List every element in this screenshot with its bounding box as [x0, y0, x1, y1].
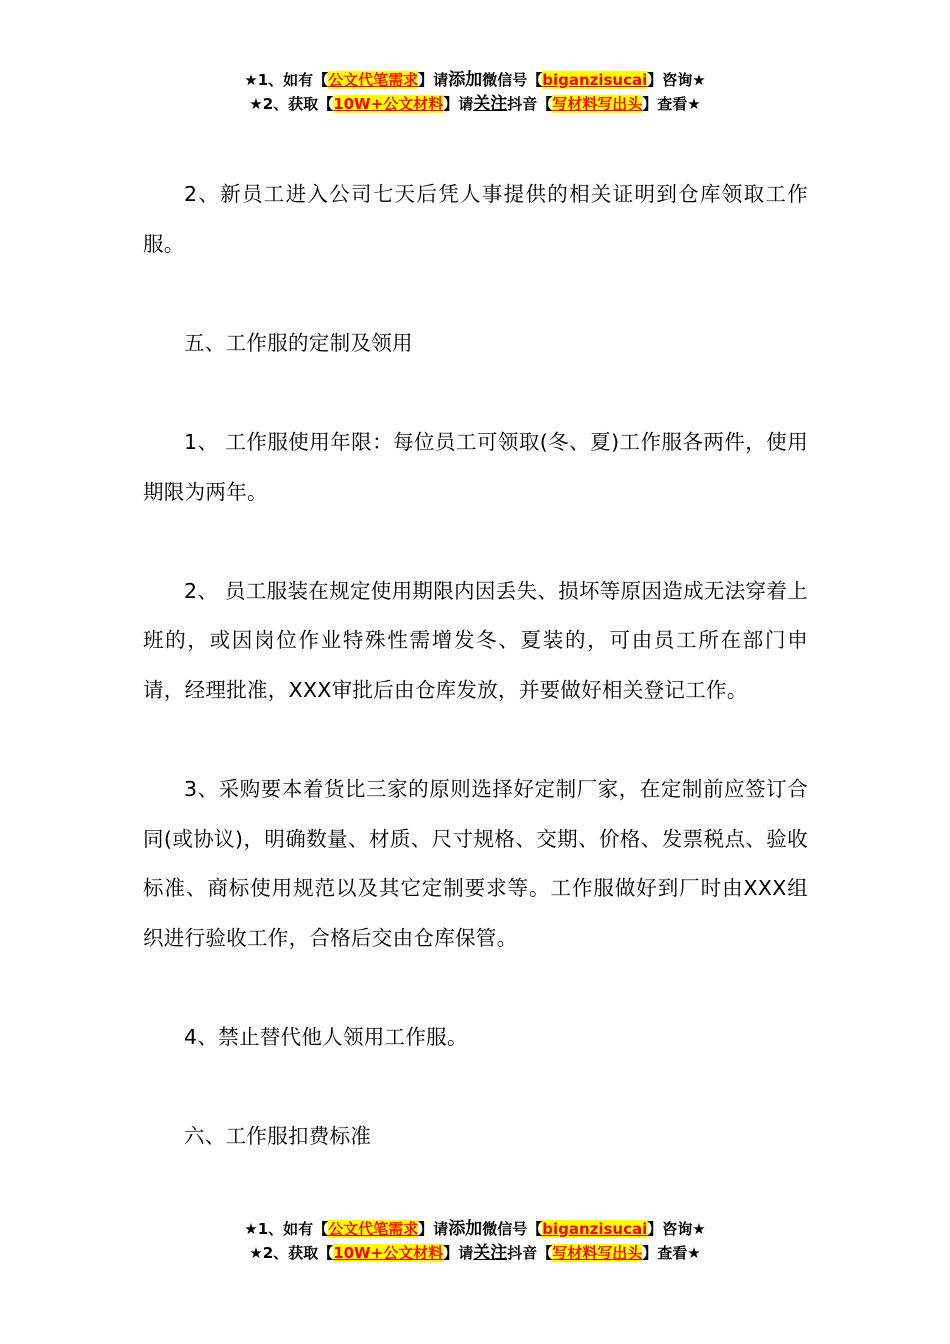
banner-highlight: 公文代笔需求	[328, 71, 419, 89]
banner-emphasis: 关注	[473, 1243, 508, 1263]
paragraph: 4、禁止替代他人领用工作服。	[184, 1025, 468, 1050]
document-body	[143, 170, 808, 1162]
banner-text: ★2、获取【	[249, 1244, 334, 1262]
section-heading: 六、工作服扣费标准	[184, 1124, 372, 1149]
banner-text: 】请	[443, 95, 474, 113]
paragraph-gap	[143, 716, 808, 766]
banner-highlight: 写材料写出头	[552, 95, 643, 113]
banner-text: 】查看★	[642, 95, 701, 113]
banner-highlight: 10W+公文材料	[333, 1244, 444, 1262]
banner-line-2	[0, 92, 950, 116]
banner-text: 】请	[443, 1244, 474, 1262]
banner-line-2	[0, 1241, 950, 1265]
paragraph: 2、新员工进入公司七天后凭人事提供的相关证明到仓库领取工作服。	[143, 182, 808, 256]
banner-highlight: biganzisucai	[542, 71, 648, 89]
paragraph-gap	[143, 1063, 808, 1113]
banner-text: 抖音【	[507, 1244, 553, 1262]
paragraph-gap	[143, 964, 808, 1014]
header-banner	[0, 68, 950, 116]
banner-highlight: 10W+公文材料	[333, 95, 444, 113]
banner-highlight: 写材料写出头	[552, 1244, 643, 1262]
banner-text: 】请	[418, 71, 449, 89]
banner-text: 】咨询★	[647, 71, 706, 89]
footer-banner	[0, 1217, 950, 1265]
banner-text: 微信号【	[482, 71, 543, 89]
banner-highlight: biganzisucai	[542, 1220, 648, 1238]
paragraph: 1、 工作服使用年限：每位员工可领取(冬、夏)工作服各两件，使用期限为两年。	[143, 429, 808, 504]
banner-line-1	[0, 68, 950, 92]
banner-emphasis: 添加	[448, 1219, 483, 1239]
banner-text: 抖音【	[507, 95, 553, 113]
banner-text: 】咨询★	[647, 1220, 706, 1238]
banner-text: 微信号【	[482, 1220, 543, 1238]
banner-highlight: 公文代笔需求	[328, 1220, 419, 1238]
banner-text: 】查看★	[642, 1244, 701, 1262]
banner-line-1	[0, 1217, 950, 1241]
banner-emphasis: 添加	[448, 70, 483, 90]
paragraph-gap	[143, 269, 808, 319]
banner-text: ★1、如有【	[244, 71, 329, 89]
paragraph: 2、 员工服装在规定使用期限内因丢失、损坏等原因造成无法穿着上班的，或因岗位作业特殊性需增发冬、夏装的，可由员工所在部门申请，经理批准，XXX审批后由仓库发放，并要做好相关登记工作。	[143, 578, 808, 702]
paragraph: 3、采购要本着货比三家的原则选择好定制厂家，在定制前应签订合同(或协议)，明确数量、材质、尺寸规格、交期、价格、发票税点、验收标准、商标使用规范以及其它定制要求等。工作服做好到厂时由XXX组织进行验收工作，合格后交由仓库保管。	[143, 777, 808, 950]
banner-emphasis: 关注	[473, 94, 508, 114]
paragraph-gap	[143, 517, 808, 567]
section-heading: 五、工作服的定制及领用	[184, 330, 413, 355]
paragraph-gap	[143, 368, 808, 418]
banner-text: ★2、获取【	[249, 95, 334, 113]
banner-text: 】请	[418, 1220, 449, 1238]
banner-text: ★1、如有【	[244, 1220, 329, 1238]
